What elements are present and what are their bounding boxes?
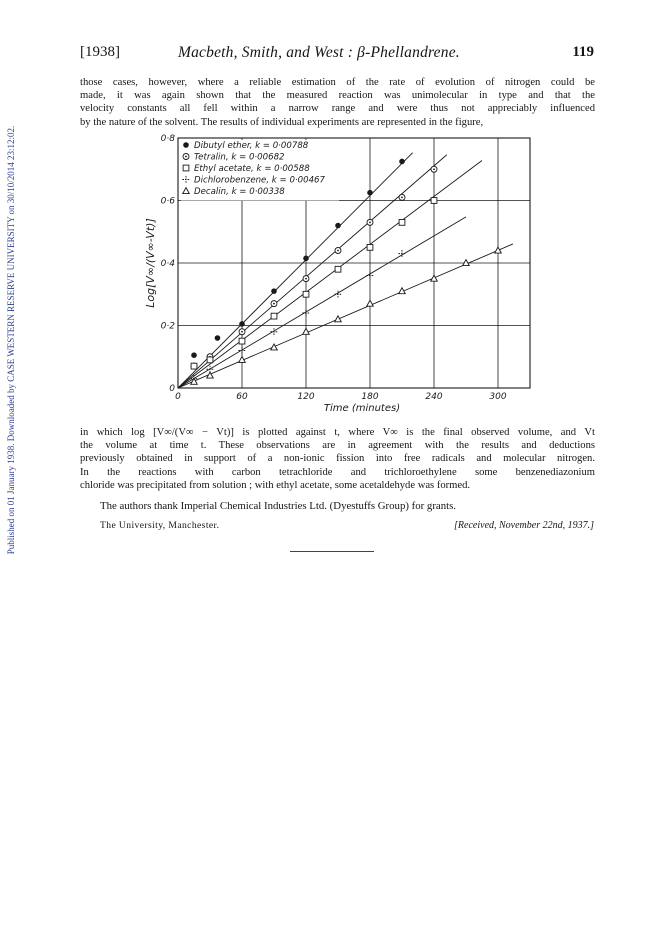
page-number: 119 <box>572 44 594 60</box>
y-tick-label: 0 <box>169 384 175 394</box>
paragraph-line: in which log [V∞/(V∞ − Vt)] is plotted against t, where V∞ is the final observed volume, and Vt <box>80 427 595 438</box>
legend <box>181 140 339 201</box>
y-tick-label: 0·4 <box>160 259 175 269</box>
download-watermark <box>1 60 21 620</box>
running-head <box>80 44 594 64</box>
data-point <box>366 272 373 279</box>
data-point-dot <box>185 156 187 158</box>
x-axis-label: Time (minutes) <box>323 403 401 414</box>
series-cross <box>178 217 466 388</box>
data-point <box>303 328 310 334</box>
running-head-title: Macbeth, Smith, and West : β-Phellandrene. <box>178 44 460 61</box>
legend-label: Dichlorobenzene, k = 0·00467 <box>194 175 325 186</box>
paragraph-discussion <box>80 426 595 492</box>
data-point <box>367 219 373 225</box>
data-point <box>335 316 342 322</box>
data-point <box>239 329 245 335</box>
paragraph-line: made, it was again shown that the measured reaction was unimolecular in type and that the <box>80 90 595 102</box>
x-tick-label: 180 <box>361 392 379 402</box>
data-point <box>367 244 373 250</box>
data-point <box>271 313 277 319</box>
paragraph-line: previously obtained in support of a non-ionic fission into free radicals and molecular nitrogen. <box>80 453 595 465</box>
data-point <box>191 363 197 369</box>
data-point-dot <box>273 303 275 305</box>
data-point <box>431 275 438 281</box>
x-tick-label: 60 <box>236 392 248 402</box>
rate-plot <box>140 132 540 418</box>
data-point <box>303 256 309 262</box>
download-watermark-text: Published on 01 January 1938. Downloaded by CASE WESTERN RESERVE UNIVERSITY on 30/10/2014 23:12:02. <box>6 125 16 555</box>
data-point <box>183 154 189 160</box>
paragraph-intro <box>80 76 595 129</box>
series-triangle <box>178 244 513 388</box>
paragraph-line: the volume at time t. These observations are in agreement with the results and deductions <box>80 440 595 452</box>
data-point-dot <box>337 250 339 252</box>
legend-label: Tetralin, k = 0·00682 <box>194 152 285 163</box>
x-tick-label: 120 <box>297 392 315 402</box>
legend-label: Decalin, k = 0·00338 <box>194 187 285 197</box>
data-point <box>215 335 221 341</box>
data-point <box>207 357 213 363</box>
data-point <box>335 223 341 229</box>
data-point <box>367 300 374 306</box>
data-point <box>431 198 437 204</box>
data-point <box>191 378 198 384</box>
x-tick-label: 240 <box>425 392 443 402</box>
running-head-year: [1938] <box>80 44 120 60</box>
acknowledgement: The authors thank Imperial Chemical Industries Ltd. (Dyestuffs Group) for grants. <box>100 500 457 512</box>
author-address <box>100 520 594 536</box>
received-date: [Received, November 22nd, 1937.] <box>454 520 594 531</box>
paragraph-line: In the reactions with carbon tetrachloride and trichloroethylene some benzenediazonium <box>80 466 595 478</box>
data-point <box>335 248 341 254</box>
data-point <box>399 219 405 225</box>
data-point <box>399 194 405 200</box>
paragraph-line: velocity constants all fell within a narrow range and were thus not appreciably influenced <box>80 103 595 115</box>
data-point <box>239 321 245 327</box>
y-axis-label: Log[V∞/(V∞-Vt)] <box>144 218 157 308</box>
paragraph-line: by the nature of the solvent. The results of individual experiments are represented in the figure, <box>80 116 484 128</box>
data-point <box>335 266 341 272</box>
data-point <box>271 344 278 350</box>
x-tick-label: 0 <box>175 392 181 402</box>
data-point <box>239 338 245 344</box>
figure <box>140 132 540 418</box>
legend-label: Ethyl acetate, k = 0·00588 <box>194 164 310 174</box>
legend-label: Dibutyl ether, k = 0·00788 <box>194 141 309 151</box>
data-point <box>431 166 437 172</box>
x-tick-label: 300 <box>489 392 507 402</box>
data-point <box>399 159 405 165</box>
data-point-dot <box>305 278 307 280</box>
data-point <box>271 301 277 307</box>
paragraph-line: those cases, however, where a reliable estimation of the rate of evolution of nitrogen could be <box>80 77 595 88</box>
y-tick-label: 0·8 <box>160 134 175 144</box>
end-rule <box>290 551 374 552</box>
data-point <box>271 288 277 294</box>
y-tick-label: 0·6 <box>160 196 175 207</box>
data-point-dot <box>401 196 403 198</box>
data-point <box>303 276 309 282</box>
data-point <box>303 291 309 297</box>
data-point <box>183 165 189 171</box>
data-point-dot <box>369 221 371 223</box>
data-point-dot <box>433 168 435 170</box>
paragraph-line: chloride was precipitated from solution ; with ethyl acetate, some acetaldehyde was formed. <box>80 479 471 491</box>
data-point <box>495 247 502 253</box>
fit-line <box>178 217 466 388</box>
affiliation: The University, Manchester. <box>100 520 220 531</box>
y-tick-label: 0·2 <box>160 321 175 332</box>
data-point <box>367 190 373 196</box>
data-point <box>183 142 189 148</box>
data-point-dot <box>241 331 243 333</box>
data-point <box>191 352 197 358</box>
